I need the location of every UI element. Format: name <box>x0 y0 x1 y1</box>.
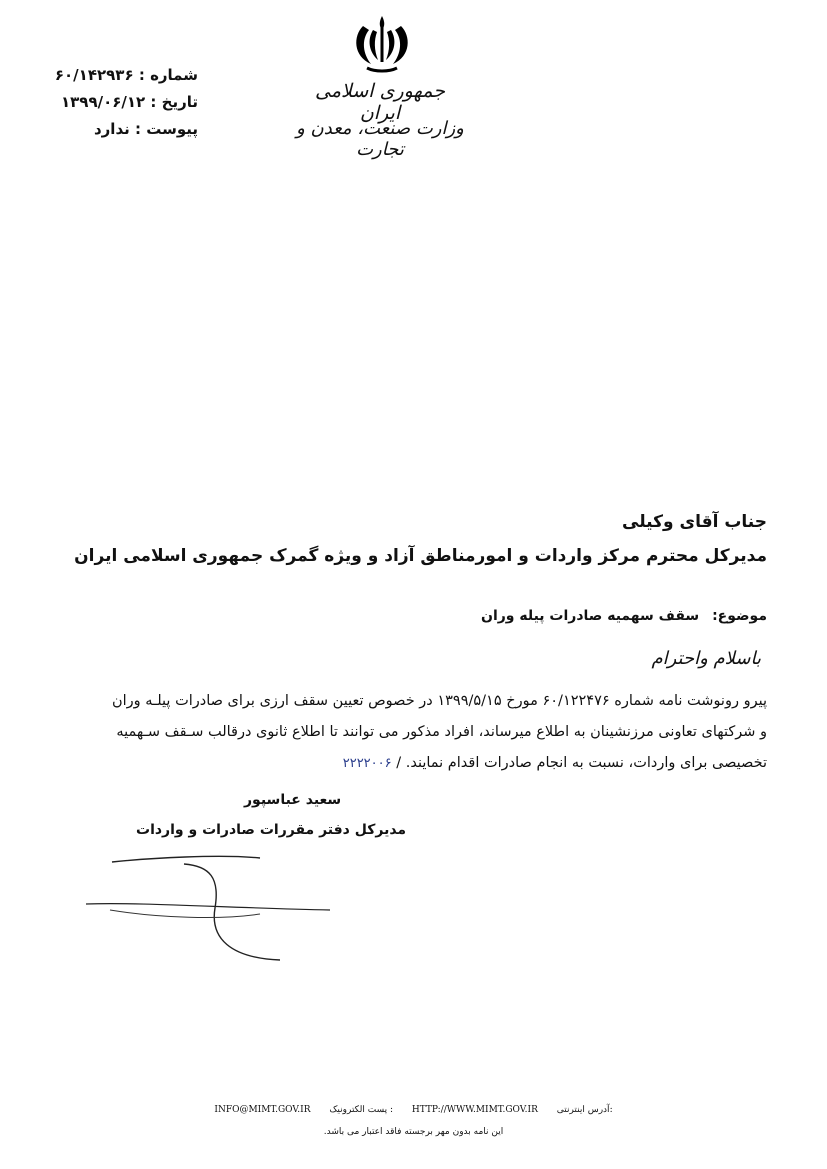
republic-title: جمهوری اسلامی ایران <box>315 80 445 124</box>
number-label: شماره : <box>138 66 198 84</box>
website-value: HTTP://WWW.MIMT.GOV.IR <box>411 1105 538 1115</box>
subject-label: موضوع: <box>712 608 767 624</box>
body-line: و شرکتهای تعاونی مرزنشینان به اطلاع میرساند، افراد مذکور می توانند تا اطلاع ثانوی درقالب سـقف سـهمیه <box>116 724 767 740</box>
subject-text: سقف سهمیه صادرات پیله وران <box>481 608 700 624</box>
meta-date-row <box>28 89 198 116</box>
footer-notice: این نامه بدون مهر برجسته فاقد اعتبار می باشد. <box>323 1127 504 1137</box>
email-value: INFO@MIMT.GOV.IR <box>214 1105 311 1115</box>
number-value: ۶۰/۱۴۲۹۳۶ <box>54 66 134 84</box>
handwritten-signature <box>80 848 350 968</box>
body-line-last <box>78 748 767 779</box>
letter-body <box>78 686 767 779</box>
subject-line <box>481 608 767 624</box>
ministry-title: وزارت صنعت، معدن و تجارت <box>296 118 464 160</box>
body-line: پیرو رونوشت نامه شماره ۶۰/۱۲۲۴۷۶ مورخ ۱۳۹۹/۵/۱۵ در خصوص تعیین سقف ارزی برای صادرات پیلـه وران <box>111 693 767 709</box>
letter-meta <box>28 62 198 143</box>
greeting: باسلام واحترام <box>651 648 761 669</box>
attachment-label: پیوست : <box>134 120 198 138</box>
attachment-value: ندارد <box>93 120 130 138</box>
meta-number-row <box>28 62 198 89</box>
footer-contacts <box>0 1105 827 1115</box>
signer-name: سعید عباسپور <box>244 792 342 808</box>
date-value: ۱۳۹۹/۰۶/۱۲ <box>60 93 146 111</box>
email-label: پست الکترونیک : <box>329 1105 394 1115</box>
recipient-title: مدیرکل محترم مرکز واردات و امورمناطق آزاد و ویژه گمرک جمهوری اسلامی ایران <box>74 546 767 566</box>
body-line-text: تخصیصی برای واردات، نسبت به انجام صادرات اقدام نمایند. / <box>396 755 767 771</box>
recipient-name: جناب آقای وکیلی <box>622 512 767 532</box>
meta-attachment-row <box>28 116 198 143</box>
signer-title: مدیرکل دفتر مقررات صادرات و واردات <box>136 822 407 838</box>
website-label: آدرس اینترنتی: <box>556 1105 613 1115</box>
date-label: تاریخ : <box>150 93 198 111</box>
iran-emblem-icon <box>349 12 415 76</box>
reference-number: ۲۲۲۲۰۰۶ <box>342 756 392 771</box>
